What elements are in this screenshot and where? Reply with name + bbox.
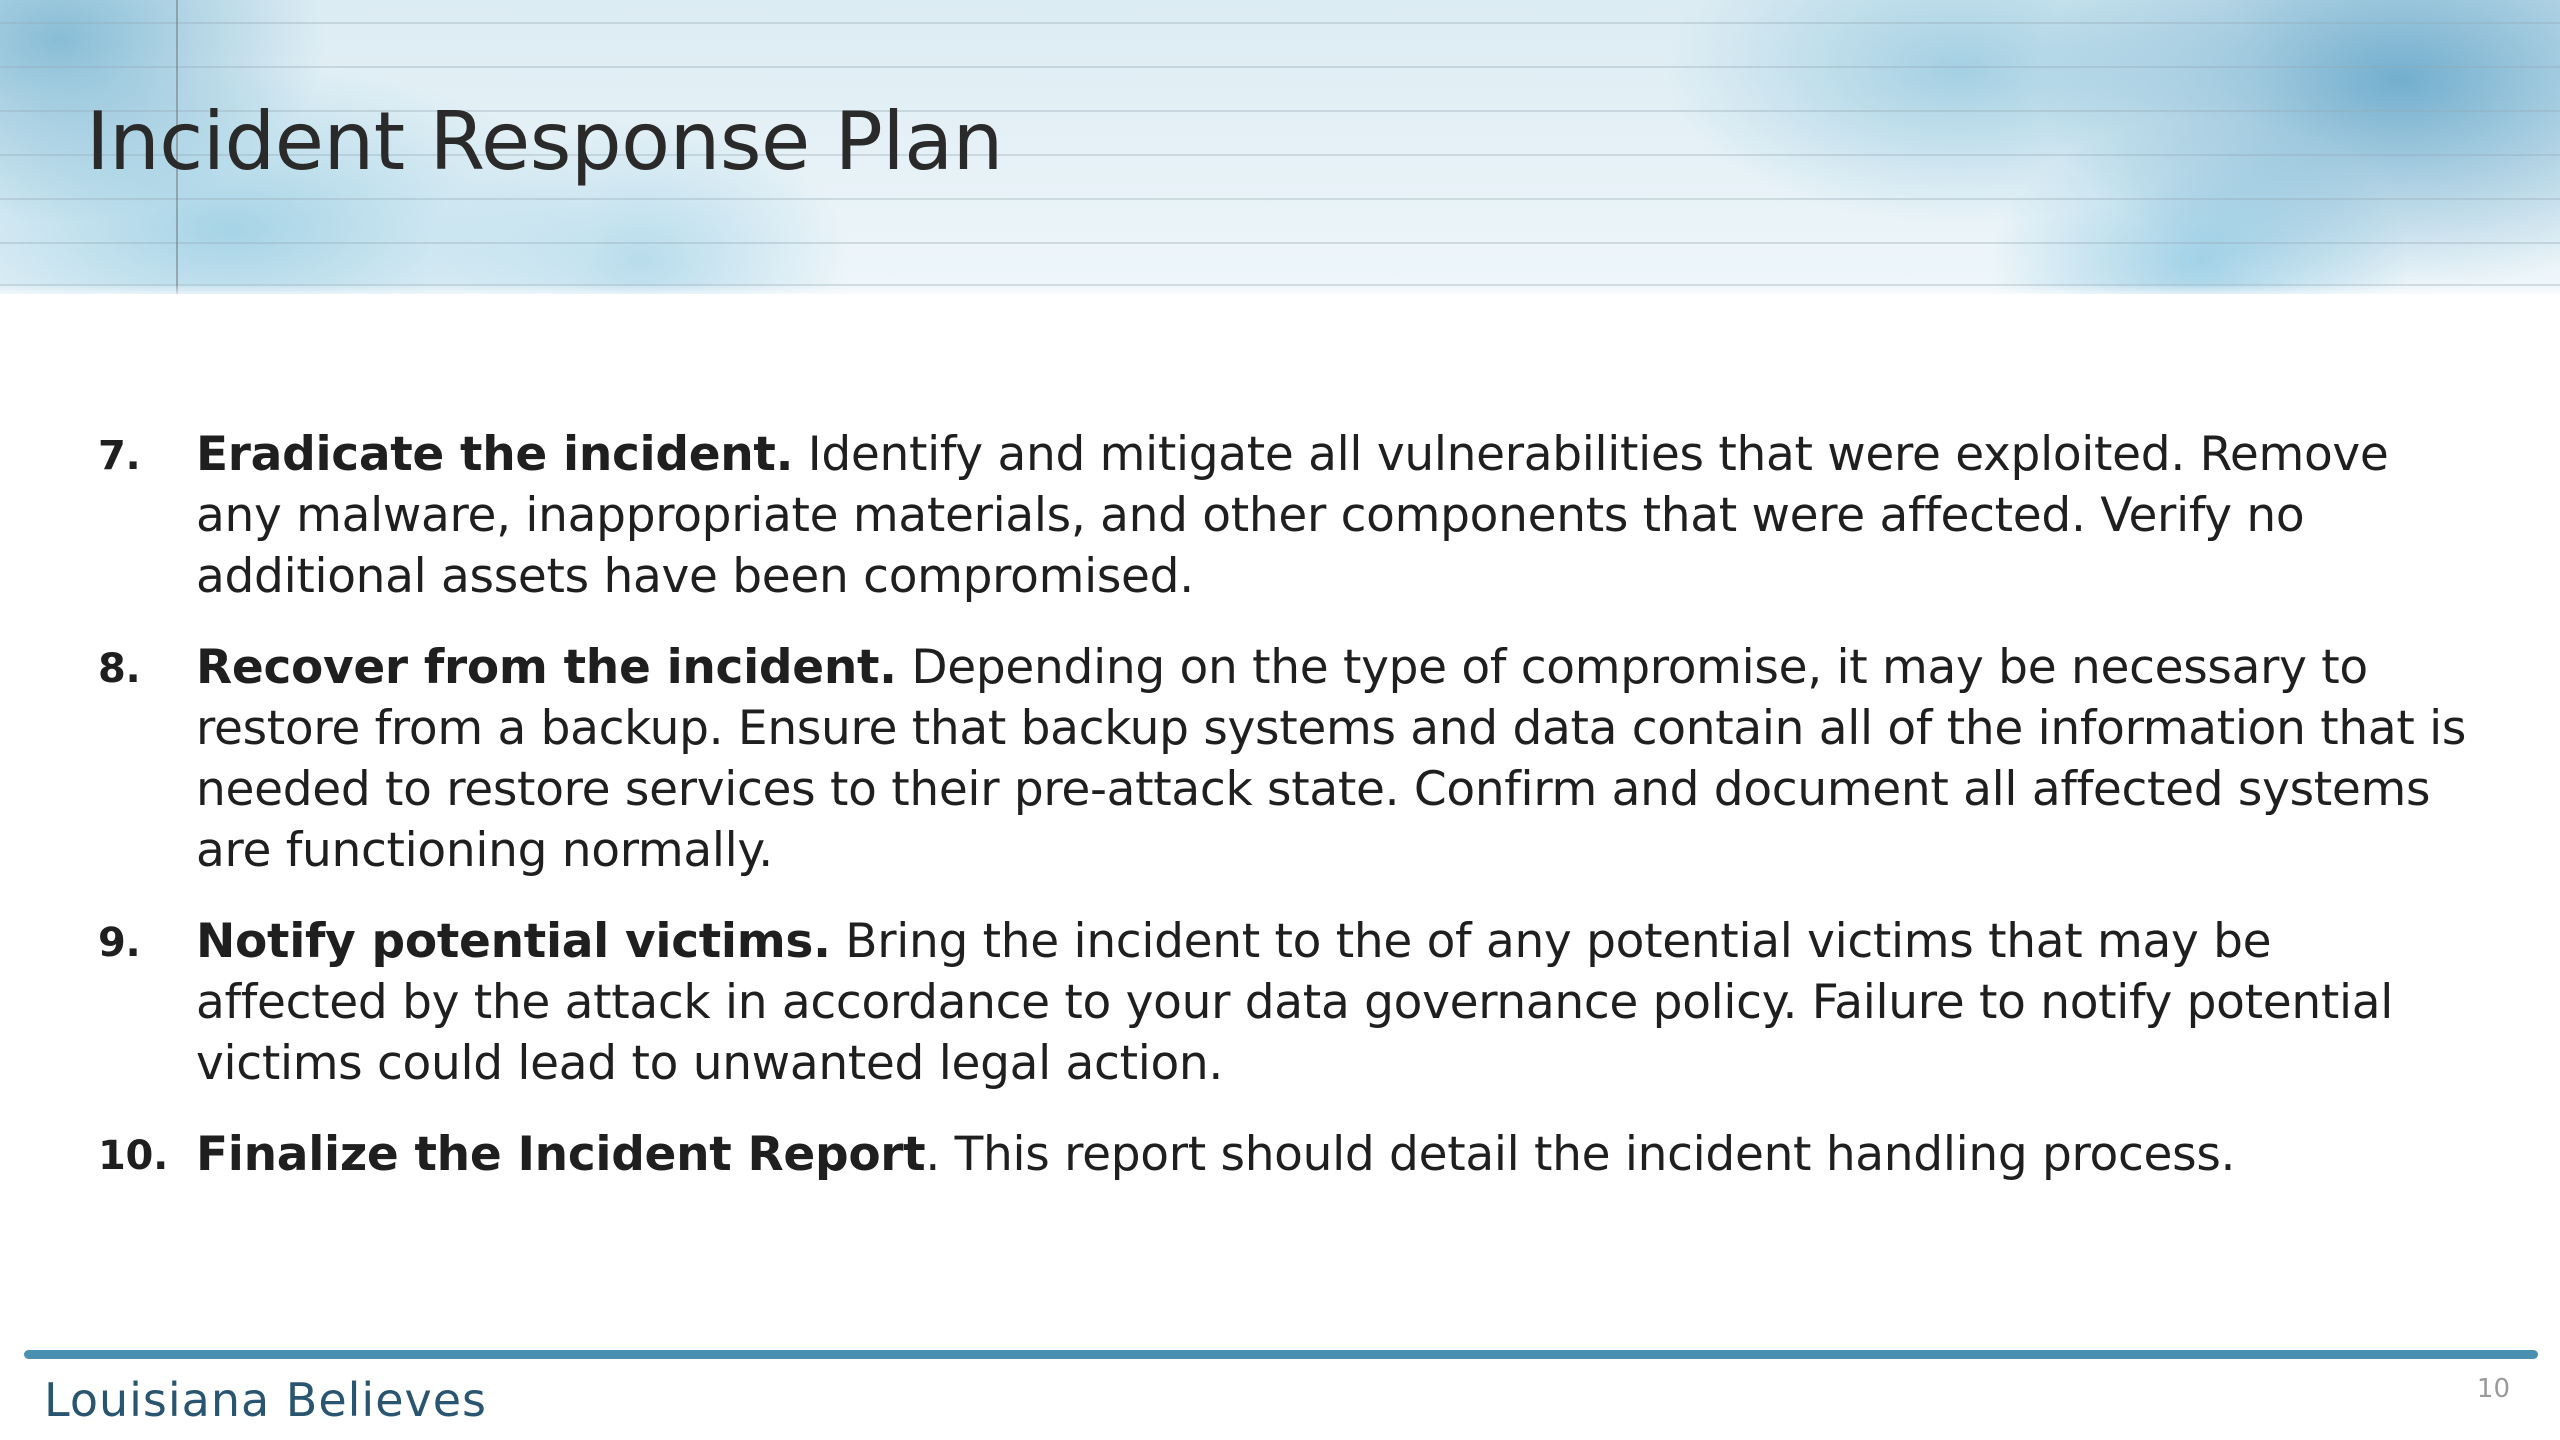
brand-logo-text: Louisiana Believes xyxy=(44,1373,488,1427)
step-number: 8. xyxy=(98,646,141,692)
step-number: 7. xyxy=(98,433,141,479)
step-heading-suffix: . xyxy=(925,1127,940,1182)
slide-title: Incident Response Plan xyxy=(86,95,1003,188)
list-item xyxy=(0,637,2560,881)
header-banner xyxy=(0,0,2560,294)
list-item xyxy=(0,911,2560,1094)
step-text: This report should detail the incident handling process. xyxy=(940,1127,2236,1182)
page-number: 10 xyxy=(2476,1374,2510,1404)
footer-divider xyxy=(24,1350,2538,1359)
step-number: 10. xyxy=(98,1133,168,1179)
step-heading: Eradicate the incident. xyxy=(196,427,794,482)
step-text: Identify and mitigate all vulnerabilities that were exploited. Remove any malware, inappropriate materials, and other components that were affected. Verify no additional assets have been compromised. xyxy=(196,427,2389,604)
step-text: Bring the incident to the of any potential victims that may be affected by the attack in accordance to your data governance policy. Failure to notify potential victims could lead to unwanted legal action. xyxy=(196,914,2393,1091)
step-heading: Finalize the Incident Report xyxy=(196,1127,926,1182)
list-item xyxy=(0,1124,2560,1185)
step-heading: Notify potential victims. xyxy=(196,914,831,969)
list-item xyxy=(0,424,2560,607)
step-number: 9. xyxy=(98,920,141,966)
step-heading: Recover from the incident. xyxy=(196,640,897,695)
step-text: Depending on the type of compromise, it may be necessary to restore from a backup. Ensure that backup systems and data contain all of the information that is needed to restore services to their pre-attack state. Confirm and document all affected systems are functioning normally. xyxy=(196,640,2467,878)
steps-list xyxy=(0,424,2560,1215)
